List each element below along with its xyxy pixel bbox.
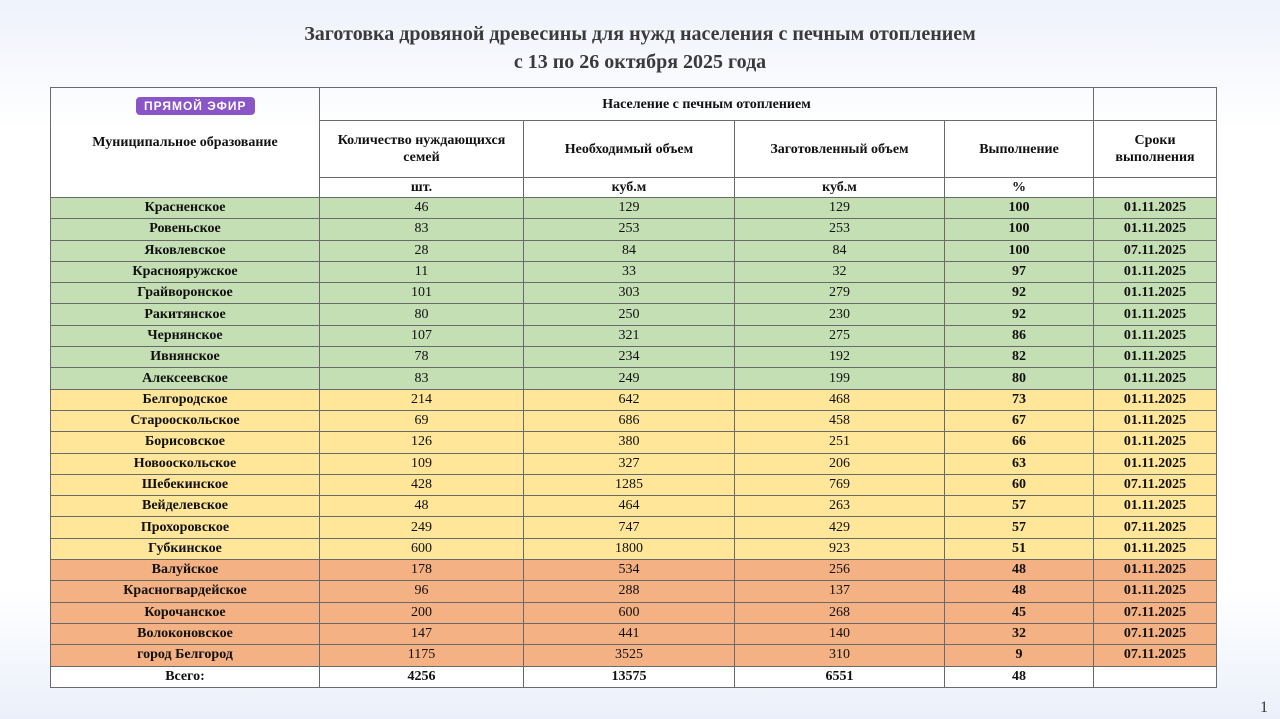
- header-group: Население с печным отоплением: [320, 88, 1094, 121]
- cell-harvested: 84: [735, 240, 945, 261]
- unit-required: куб.м: [524, 178, 735, 198]
- table-row: [51, 389, 1217, 410]
- cell-harvested: 923: [735, 538, 945, 559]
- cell-required: 1285: [524, 474, 735, 495]
- cell-deadline: 01.11.2025: [1094, 219, 1217, 240]
- total-row: [51, 666, 1217, 687]
- cell-required: 13575: [524, 666, 735, 687]
- cell-municipality: Ровеньское: [51, 219, 320, 240]
- cell-municipality: Чернянское: [51, 325, 320, 346]
- cell-required: 3525: [524, 645, 735, 666]
- cell-completion: 73: [945, 389, 1094, 410]
- cell-municipality: Алексеевское: [51, 368, 320, 389]
- cell-completion: 48: [945, 560, 1094, 581]
- table-row: [51, 219, 1217, 240]
- cell-deadline: 07.11.2025: [1094, 645, 1217, 666]
- unit-families: шт.: [320, 178, 524, 198]
- table-row: [51, 283, 1217, 304]
- cell-completion: 80: [945, 368, 1094, 389]
- table-row: [51, 261, 1217, 282]
- cell-municipality: Ракитянское: [51, 304, 320, 325]
- cell-municipality: Всего:: [51, 666, 320, 687]
- cell-completion: 45: [945, 602, 1094, 623]
- table-body: [51, 198, 1217, 688]
- cell-completion: 100: [945, 240, 1094, 261]
- table-row: [51, 410, 1217, 431]
- cell-deadline: 07.11.2025: [1094, 602, 1217, 623]
- cell-municipality: Грайворонское: [51, 283, 320, 304]
- cell-completion: 82: [945, 347, 1094, 368]
- cell-families: 1175: [320, 645, 524, 666]
- cell-required: 464: [524, 496, 735, 517]
- cell-families: 147: [320, 623, 524, 644]
- cell-families: 69: [320, 410, 524, 431]
- cell-required: 33: [524, 261, 735, 282]
- cell-completion: 100: [945, 198, 1094, 219]
- cell-municipality: Старооскольское: [51, 410, 320, 431]
- cell-completion: 32: [945, 623, 1094, 644]
- cell-harvested: 769: [735, 474, 945, 495]
- cell-required: 327: [524, 453, 735, 474]
- cell-deadline: [1094, 666, 1217, 687]
- table-row: [51, 368, 1217, 389]
- cell-required: 250: [524, 304, 735, 325]
- table-row: [51, 538, 1217, 559]
- cell-municipality: Краснояружское: [51, 261, 320, 282]
- cell-harvested: 429: [735, 517, 945, 538]
- cell-completion: 86: [945, 325, 1094, 346]
- cell-deadline: 07.11.2025: [1094, 240, 1217, 261]
- cell-completion: 92: [945, 304, 1094, 325]
- table-row: [51, 474, 1217, 495]
- table-row: [51, 453, 1217, 474]
- cell-families: 214: [320, 389, 524, 410]
- cell-harvested: 32: [735, 261, 945, 282]
- cell-municipality: Корочанское: [51, 602, 320, 623]
- cell-completion: 48: [945, 666, 1094, 687]
- cell-completion: 67: [945, 410, 1094, 431]
- cell-required: 253: [524, 219, 735, 240]
- cell-deadline: 07.11.2025: [1094, 517, 1217, 538]
- cell-required: 686: [524, 410, 735, 431]
- cell-deadline: 01.11.2025: [1094, 496, 1217, 517]
- cell-completion: 63: [945, 453, 1094, 474]
- cell-required: 1800: [524, 538, 735, 559]
- cell-families: 126: [320, 432, 524, 453]
- table-row: [51, 198, 1217, 219]
- cell-families: 83: [320, 368, 524, 389]
- cell-municipality: Прохоровское: [51, 517, 320, 538]
- cell-harvested: 206: [735, 453, 945, 474]
- cell-completion: 57: [945, 496, 1094, 517]
- cell-harvested: 199: [735, 368, 945, 389]
- cell-harvested: 140: [735, 623, 945, 644]
- header-completion: Выполнение: [945, 121, 1094, 178]
- cell-required: 129: [524, 198, 735, 219]
- cell-municipality: Красненское: [51, 198, 320, 219]
- cell-municipality: Яковлевское: [51, 240, 320, 261]
- cell-harvested: 279: [735, 283, 945, 304]
- cell-required: 534: [524, 560, 735, 581]
- cell-deadline: 07.11.2025: [1094, 474, 1217, 495]
- cell-deadline: 01.11.2025: [1094, 538, 1217, 559]
- cell-families: 600: [320, 538, 524, 559]
- cell-families: 109: [320, 453, 524, 474]
- cell-harvested: 230: [735, 304, 945, 325]
- cell-required: 84: [524, 240, 735, 261]
- table-row: [51, 581, 1217, 602]
- cell-completion: 57: [945, 517, 1094, 538]
- cell-municipality: Ивнянское: [51, 347, 320, 368]
- cell-required: 303: [524, 283, 735, 304]
- cell-required: 747: [524, 517, 735, 538]
- header-deadline: Сроки выполнения: [1094, 121, 1217, 178]
- cell-harvested: 268: [735, 602, 945, 623]
- cell-harvested: 251: [735, 432, 945, 453]
- cell-deadline: 01.11.2025: [1094, 368, 1217, 389]
- cell-municipality: Белгородское: [51, 389, 320, 410]
- cell-families: 4256: [320, 666, 524, 687]
- cell-required: 321: [524, 325, 735, 346]
- cell-harvested: 253: [735, 219, 945, 240]
- cell-deadline: 01.11.2025: [1094, 432, 1217, 453]
- table-row: [51, 432, 1217, 453]
- cell-municipality: Валуйское: [51, 560, 320, 581]
- table-row: [51, 645, 1217, 666]
- cell-deadline: 01.11.2025: [1094, 325, 1217, 346]
- live-badge: ПРЯМОЙ ЭФИР: [136, 97, 255, 115]
- title-line-2: с 13 по 26 октября 2025 года: [513, 51, 767, 73]
- cell-required: 380: [524, 432, 735, 453]
- cell-harvested: 137: [735, 581, 945, 602]
- cell-required: 642: [524, 389, 735, 410]
- table-row: [51, 517, 1217, 538]
- cell-harvested: 458: [735, 410, 945, 431]
- cell-required: 234: [524, 347, 735, 368]
- cell-completion: 97: [945, 261, 1094, 282]
- table-row: [51, 602, 1217, 623]
- cell-harvested: 6551: [735, 666, 945, 687]
- cell-municipality: Губкинское: [51, 538, 320, 559]
- cell-harvested: 310: [735, 645, 945, 666]
- firewood-table: [50, 87, 1217, 688]
- cell-municipality: Вейделевское: [51, 496, 320, 517]
- cell-families: 178: [320, 560, 524, 581]
- cell-municipality: Шебекинское: [51, 474, 320, 495]
- cell-required: 249: [524, 368, 735, 389]
- cell-deadline: 01.11.2025: [1094, 198, 1217, 219]
- cell-completion: 60: [945, 474, 1094, 495]
- unit-deadline: [1094, 178, 1217, 198]
- cell-families: 101: [320, 283, 524, 304]
- cell-families: 80: [320, 304, 524, 325]
- cell-harvested: 468: [735, 389, 945, 410]
- cell-families: 428: [320, 474, 524, 495]
- cell-municipality: Красногвардейское: [51, 581, 320, 602]
- cell-families: 78: [320, 347, 524, 368]
- cell-deadline: 07.11.2025: [1094, 623, 1217, 644]
- header-families: Количество нуждающихся семей: [320, 121, 524, 178]
- cell-deadline: 01.11.2025: [1094, 581, 1217, 602]
- unit-completion: %: [945, 178, 1094, 198]
- header-municipality: Муниципальное образование: [51, 88, 320, 198]
- cell-families: 96: [320, 581, 524, 602]
- cell-completion: 92: [945, 283, 1094, 304]
- cell-deadline: 01.11.2025: [1094, 453, 1217, 474]
- cell-deadline: 01.11.2025: [1094, 560, 1217, 581]
- cell-families: 83: [320, 219, 524, 240]
- cell-families: 48: [320, 496, 524, 517]
- cell-families: 107: [320, 325, 524, 346]
- title-line-1: Заготовка дровяной древесины для нужд населения с печным отоплением: [304, 23, 976, 45]
- table-row: [51, 304, 1217, 325]
- header-harvested: Заготовленный объем: [735, 121, 945, 178]
- cell-municipality: Борисовское: [51, 432, 320, 453]
- cell-deadline: 01.11.2025: [1094, 347, 1217, 368]
- cell-deadline: 01.11.2025: [1094, 389, 1217, 410]
- cell-harvested: 263: [735, 496, 945, 517]
- cell-completion: 51: [945, 538, 1094, 559]
- cell-harvested: 129: [735, 198, 945, 219]
- cell-families: 249: [320, 517, 524, 538]
- cell-deadline: 01.11.2025: [1094, 261, 1217, 282]
- cell-completion: 48: [945, 581, 1094, 602]
- page-title: [0, 20, 1280, 76]
- table-row: [51, 496, 1217, 517]
- cell-families: 11: [320, 261, 524, 282]
- table-row: [51, 325, 1217, 346]
- page-number: 1: [1260, 699, 1268, 716]
- cell-required: 288: [524, 581, 735, 602]
- header-required: Необходимый объем: [524, 121, 735, 178]
- header-empty: [1094, 88, 1217, 121]
- cell-deadline: 01.11.2025: [1094, 304, 1217, 325]
- cell-deadline: 01.11.2025: [1094, 410, 1217, 431]
- table-row: [51, 623, 1217, 644]
- cell-municipality: Новооскольское: [51, 453, 320, 474]
- cell-families: 28: [320, 240, 524, 261]
- cell-required: 600: [524, 602, 735, 623]
- cell-completion: 100: [945, 219, 1094, 240]
- table-row: [51, 560, 1217, 581]
- cell-municipality: Волоконовское: [51, 623, 320, 644]
- cell-harvested: 192: [735, 347, 945, 368]
- table-row: [51, 240, 1217, 261]
- cell-harvested: 256: [735, 560, 945, 581]
- cell-municipality: город Белгород: [51, 645, 320, 666]
- unit-harvested: куб.м: [735, 178, 945, 198]
- cell-harvested: 275: [735, 325, 945, 346]
- cell-families: 200: [320, 602, 524, 623]
- cell-families: 46: [320, 198, 524, 219]
- cell-completion: 9: [945, 645, 1094, 666]
- cell-deadline: 01.11.2025: [1094, 283, 1217, 304]
- cell-completion: 66: [945, 432, 1094, 453]
- cell-required: 441: [524, 623, 735, 644]
- table-row: [51, 347, 1217, 368]
